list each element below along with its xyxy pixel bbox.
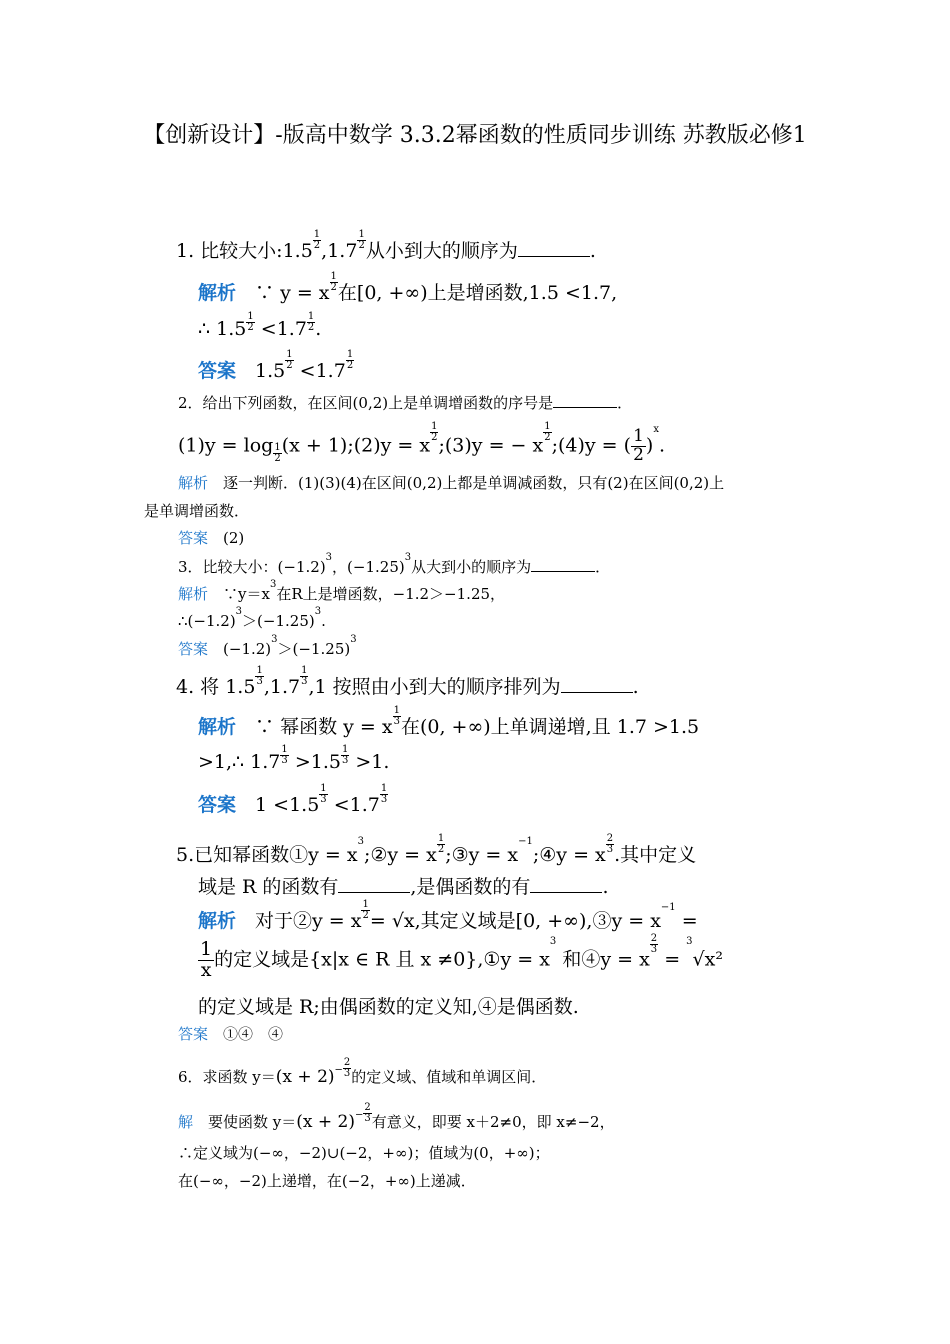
question-1-solution-2: ∴ 1.5 $\frac{1}{2}$ <1.7 $\frac{1}{2}$ . xyxy=(198,310,322,340)
question-4-stem: 4. 将 1.5 $\frac{1}{3}$ ,1.7 $\frac{1}{3}$ ,1 按照由小到大的顺序排列为 . xyxy=(176,664,639,698)
answer-label: 答案 xyxy=(178,1025,209,1043)
question-3-solution: 解析 $\because y=x^3$在R上是增函数，−1.2＞−1.25， xyxy=(178,579,506,603)
question-1-stem: 1. 比较大小:1.5 $\frac{1}{2}$ ,1.7 $\frac{1}{2}$ 从小到大的顺序为 . xyxy=(176,228,596,262)
question-2-answer: 答案 (2) xyxy=(178,529,245,547)
question-5-solution-3: 的定义域是 R;由偶函数的定义知,④是偶函数. xyxy=(198,996,579,1018)
solution-label: 解析 xyxy=(178,585,209,603)
question-4-solution-2: >1,∴ 1.7 $\frac{1}{3}$ >1.5 $\frac{1}{3}$ >1. xyxy=(198,743,390,773)
answer-label: 答案 xyxy=(198,360,237,382)
question-1-solution: 解析 ∵ y = x $\frac{1}{2}$ 在[0, +∞)上是增函数,1.5 <1.7, xyxy=(198,270,618,304)
question-5-stem: 5.已知幂函数①y = $x^3;②y = x$ $\frac{1}{2}$ ;③y = $x^{-1};④y = x$ $\frac{2}{3}$ .其中定义 xyxy=(176,832,697,866)
answer-label: 答案 xyxy=(198,794,237,816)
question-3-solution-2: $\therefore(-1.2)^3>(-1.25)^3$. xyxy=(178,606,326,630)
solution-label: 解析 xyxy=(198,282,237,304)
solution-label: 解析 xyxy=(198,716,237,738)
question-1-answer: 答案 1.5 $\frac{1}{2}$ <1.7 $\frac{1}{2}$ xyxy=(198,348,354,382)
question-6-solution-2: ∴定义域为(−∞，−2)∪(−2，+∞)；值域为(0，+∞)； xyxy=(178,1144,550,1162)
question-3-answer: 答案 $(-1.2)^3>(-1.25)^3$ xyxy=(178,634,357,658)
question-2-solution-2: 是单调增函数． xyxy=(144,502,250,520)
question-6-solution: 解 要使函数 y＝(x + 2)− $\frac{2}{3}$ 有意义，即要 x＋2≠0，即 x≠−2， xyxy=(178,1102,615,1132)
question-2-solution: 解析 逐一判断．(1)(3)(4)在区间(0,2)上都是单调减函数，只有(2)在区间(0,2)上 xyxy=(178,474,725,492)
solution-label: 解析 xyxy=(198,910,237,932)
question-4-solution: 解析 ∵ 幂函数 y = x $\frac{1}{3}$ 在(0, +∞)上单调递增,且 1.7 >1.5 xyxy=(198,704,700,738)
answer-label: 答案 xyxy=(178,640,209,658)
question-4-answer: 答案 1 <1.5 $\frac{1}{3}$ <1.7 $\frac{1}{3}$ xyxy=(198,782,388,816)
question-5-solution: 解析 对于②y = x $\frac{1}{2}$ = √x,其定义域是[0, +∞),③y = $x^{-1}$ = xyxy=(198,898,698,932)
question-6-stem: 6．求函数 y＝(x + 2)− $\frac{2}{3}$ 的定义域、值域和单调区间． xyxy=(178,1057,547,1087)
question-5-stem-2: 域是 R 的函数有 ,是偶函数的有 . xyxy=(198,876,609,898)
solution-label: 解 xyxy=(178,1113,194,1131)
answer-label: 答案 xyxy=(178,529,209,547)
question-2-stem: 2．给出下列函数，在区间(0,2)上是单调增函数的序号是 ． xyxy=(178,394,633,412)
solution-label: 解析 xyxy=(178,474,209,492)
question-5-answer: 答案 ①④ ④ xyxy=(178,1025,284,1043)
page-title: 【创新设计】-版高中数学 3.3.2幂函数的性质同步训练 苏教版必修1 xyxy=(143,123,807,148)
question-5-solution-2: $\frac{1}{x}$ 的定义域是{x|x ∈ R 且 x ≠0},①y = $x^3$ 和④y = x $\frac{2}{3}$ = $^3$√x² xyxy=(200,932,723,981)
question-3-stem: 3．比较大小：$(-1.2)^3$，$(-1.25)^3$从大到小的顺序为 ． xyxy=(178,552,611,576)
question-6-solution-3: 在(−∞，−2)上递增，在(−2，+∞)上递减． xyxy=(178,1172,476,1190)
question-2-functions: (1)y = log $\frac{1}{2}$ (x + 1);(2)y = x $\frac{1}{2}$ ;(3)y = − x $\frac{1}{2}$ ;(4)y = ( $\frac{1}{2}$ )$^x$. xyxy=(178,420,665,465)
